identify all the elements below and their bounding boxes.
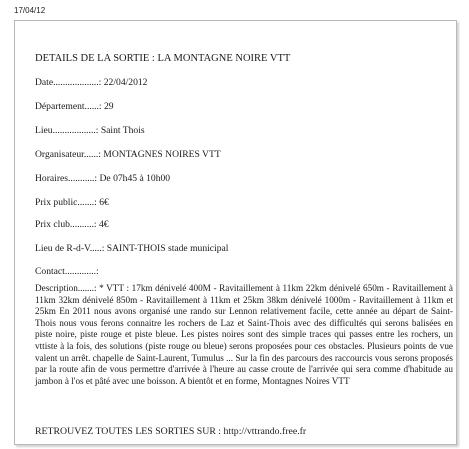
footer-link-line: RETROUVEZ TOUTES LES SORTIES SUR : http://vttrando.free.fr bbox=[35, 426, 307, 437]
field-organisateur-label: Organisateur......: bbox=[35, 149, 101, 160]
field-departement-label: Département......: bbox=[35, 101, 102, 112]
field-lieu-label: Lieu..................: bbox=[35, 125, 99, 136]
field-contact bbox=[35, 266, 99, 277]
field-prix-club-value: 4€ bbox=[96, 219, 109, 230]
description-text: * VTT : 17km dénivelé 400M - Ravitaillement à 11km 22km dénivelé 650m - Ravitaillement à 11km 32km dénivelé 850m - Ravitaillement à 11km et 25km 38km dénivelé 1000m - Ravitaillement à 11km et 25km En 2011 nous avons organisé une rando sur Lennon relativement facile, cette année au départ de Saint-Thois nous vous ferons connaitre les rochers de Laz et Saint-Thois avec des difficultés qui serons balisées en piste noire, piste rouge et piste bleue. Les pistes noires sont des simple traces qui passes entre les rochers, un vttiste à la fois, des solutions (piste rouge ou bleue) serons proposées pour ces obstacles. Plusieurs points de vue valent un arrêt. chapelle de Saint-Laurent, Tumulus ... Sur la fin des parcours des raccourcis vous serons proposés par la route afin de vous permettre d'arrivée à l'heure au casse croute de l'arrivée qui sera comme d'habitude au jambon à l'os et pâté avec une boisson. A bientôt et en forme, Montagnes Noires VTT bbox=[35, 283, 453, 386]
field-prix-club bbox=[35, 219, 109, 230]
print-date: 17/04/12 bbox=[14, 6, 46, 15]
field-departement-value: 29 bbox=[101, 101, 114, 112]
field-prix-public-value: 6€ bbox=[96, 197, 109, 208]
description-label: Description.......: bbox=[35, 283, 97, 293]
field-horaires bbox=[35, 173, 170, 184]
field-horaires-value: De 07h45 à 10h00 bbox=[97, 173, 171, 184]
field-prix-public-label: Prix public.......: bbox=[35, 197, 97, 208]
field-prix-club-label: Prix club..........: bbox=[35, 219, 97, 230]
field-lieu bbox=[35, 125, 145, 136]
field-prix-public bbox=[35, 197, 109, 208]
field-departement bbox=[35, 101, 114, 112]
field-contact-label: Contact.............: bbox=[35, 266, 99, 277]
description-block bbox=[35, 283, 453, 387]
field-lieu-value: Saint Thois bbox=[98, 125, 145, 136]
field-date-label: Date...................: bbox=[35, 77, 102, 88]
field-organisateur bbox=[35, 149, 221, 160]
field-horaires-label: Horaires...........: bbox=[35, 173, 98, 184]
field-rendez-vous bbox=[35, 243, 228, 254]
field-date-value: 22/04/2012 bbox=[101, 77, 148, 88]
field-organisateur-value: MONTAGNES NOIRES VTT bbox=[100, 149, 221, 160]
field-rendez-vous-value: SAINT-THOIS stade municipal bbox=[104, 243, 229, 254]
document-heading: DETAILS DE LA SORTIE : LA MONTAGNE NOIRE VTT bbox=[35, 53, 291, 64]
field-rendez-vous-label: Lieu de R-d-V.....: bbox=[35, 243, 105, 254]
field-date bbox=[35, 77, 147, 88]
document-sheet bbox=[14, 20, 457, 445]
